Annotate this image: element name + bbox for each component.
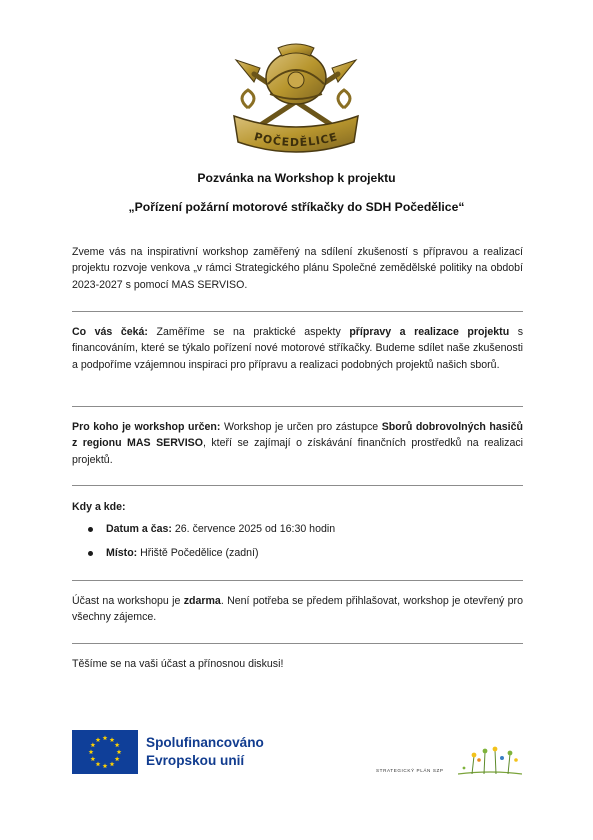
eu-text-line2: Evropskou unií xyxy=(146,753,245,768)
participation-paragraph xyxy=(72,593,523,626)
page-title: Pozvánka na Workshop k projektu xyxy=(197,171,396,185)
divider xyxy=(72,406,523,407)
expect-paragraph xyxy=(72,324,523,373)
audience-bold: Sborů dobrovolných hasičů z regionu MAS SERVISO xyxy=(72,421,523,450)
bullet-icon xyxy=(88,527,93,532)
divider xyxy=(72,485,523,486)
participation-text-1: Účast na workshopu je xyxy=(72,595,184,607)
intro-paragraph: Zveme vás na inspirativní workshop zaměřený na sdílení zkušeností s přípravou a realizací projektu rozvoje venkova „v rámci Strategického plánu Společné zemědělské politiky na období 2023-2027 s pomocí MAS SERVISO. xyxy=(72,246,523,291)
divider xyxy=(72,580,523,581)
audience-paragraph xyxy=(72,419,523,468)
date-value: 26. července 2025 od 16:30 hodin xyxy=(171,523,336,535)
participation-text-2: . Není potřeba se předem přihlašovat, workshop je otevřený pro všechny zájemce. xyxy=(72,595,523,624)
project-title: „Pořízení požární motorové stříkačky do SDH Počedělice“ xyxy=(128,200,465,214)
closing-text: Těšíme se na vaši účast a přínosnou diskusi! xyxy=(72,658,284,670)
date-label: Datum a čas: xyxy=(106,523,172,535)
expect-text-1: Zaměříme se na praktické aspekty xyxy=(147,326,350,338)
szp-plants-icon xyxy=(458,744,522,776)
eu-flag-icon xyxy=(72,730,138,774)
divider xyxy=(72,311,523,312)
expect-text-2: s financováním, které se týkalo pořízení nové motorové stříkačky. Budeme sdílet naše zkušenosti a podpoříme vzájemnou inspiraci pro přípravu a realizaci podobných projektů našich sborů. xyxy=(72,326,524,371)
expect-label: Co vás čeká: xyxy=(72,326,148,338)
szp-text: STRATEGICKÝ PLÁN SZP xyxy=(376,768,444,773)
list-item xyxy=(72,545,523,561)
expect-bold: přípravy a realizace projektu xyxy=(349,326,510,338)
audience-text-2: , kteří se zajímají o získávání finančních prostředků na realizaci projektů. xyxy=(72,437,523,466)
eu-text-line1: Spolufinancováno xyxy=(146,735,264,750)
list-item xyxy=(72,521,523,537)
fire-brigade-emblem-icon xyxy=(226,38,366,160)
emblem-banner-text: POČEDĚLICE xyxy=(252,130,340,150)
place-label: Místo: xyxy=(106,547,138,559)
eu-cofunded-logo xyxy=(72,728,304,776)
participation-bold: zdarma xyxy=(183,595,221,607)
when-where-label: Kdy a kde: xyxy=(72,501,126,513)
bullet-icon xyxy=(88,551,93,556)
audience-label: Pro koho je workshop určen: xyxy=(72,421,221,433)
when-where-heading xyxy=(72,499,523,515)
audience-text-1: Workshop je určen pro zástupce xyxy=(220,421,382,433)
when-where-list xyxy=(72,521,523,561)
place-value: Hřiště Počedělice (zadní) xyxy=(137,547,259,559)
strategic-plan-szp-logo xyxy=(376,744,522,778)
divider xyxy=(72,643,523,644)
